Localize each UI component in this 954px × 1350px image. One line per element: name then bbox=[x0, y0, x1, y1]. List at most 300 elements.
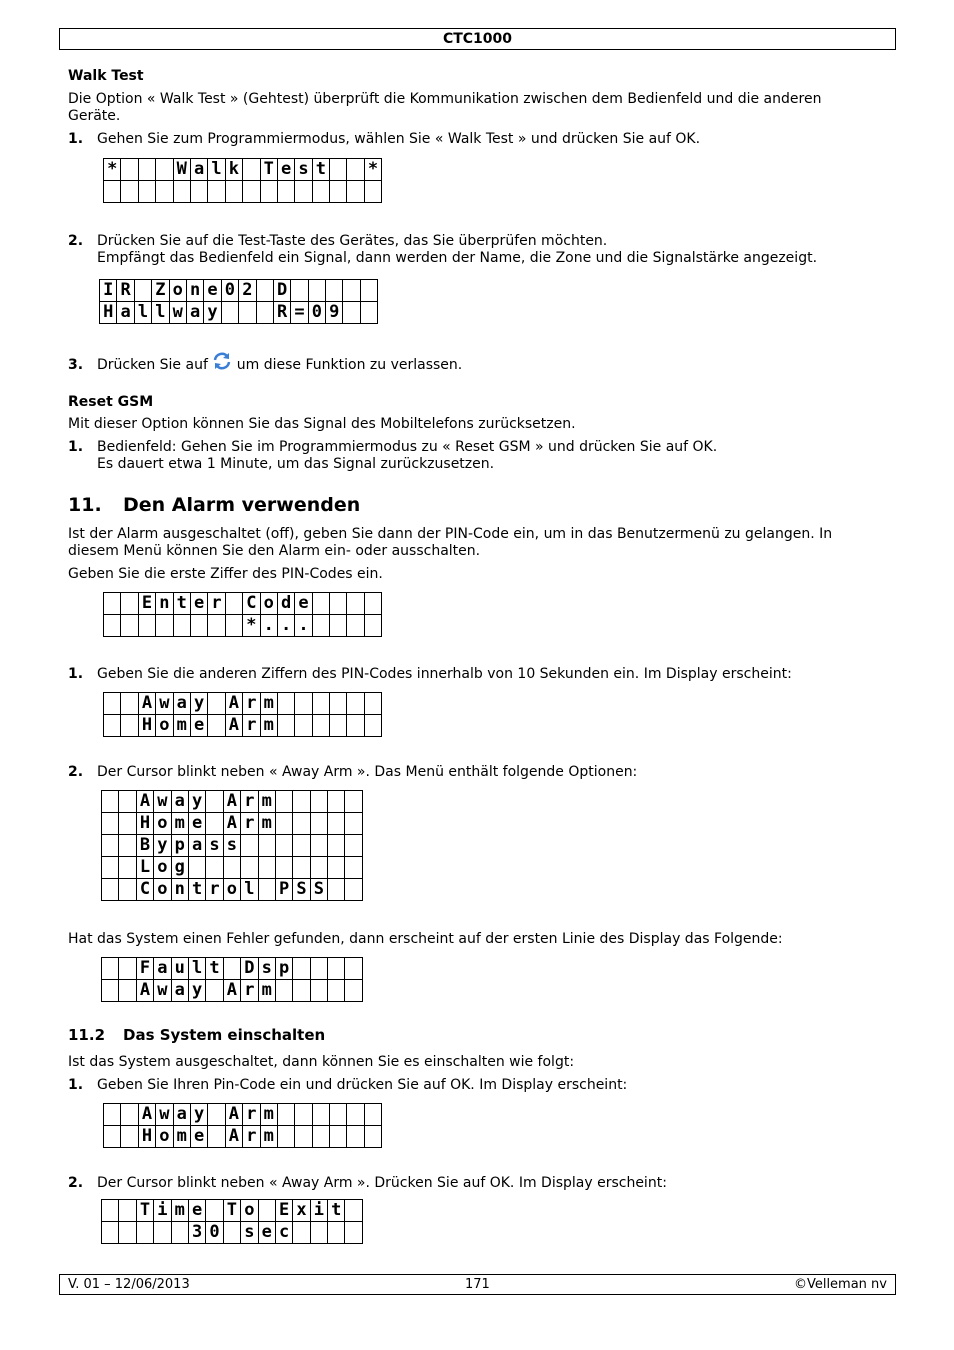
lcd-display-arm bbox=[103, 692, 382, 737]
walk-test-heading: Walk Test bbox=[68, 68, 144, 84]
lcd-cell bbox=[223, 958, 240, 980]
lcd-cell bbox=[156, 159, 173, 181]
lcd-cell: r bbox=[243, 1104, 260, 1126]
lcd-cell bbox=[119, 1222, 136, 1244]
lcd-cell bbox=[256, 302, 273, 324]
lcd-cell bbox=[102, 813, 119, 835]
lcd-cell: r bbox=[241, 980, 258, 1002]
lcd-cell: Z bbox=[152, 280, 169, 302]
lcd-cell bbox=[328, 958, 345, 980]
lcd-cell: A bbox=[223, 980, 240, 1002]
lcd-cell bbox=[310, 857, 327, 879]
lcd-cell: A bbox=[225, 1104, 242, 1126]
lcd-cell bbox=[275, 835, 292, 857]
lcd-cell: i bbox=[310, 1200, 327, 1222]
lcd-cell: o bbox=[241, 1200, 258, 1222]
lcd-cell: . bbox=[260, 615, 277, 637]
lcd-cell bbox=[256, 280, 273, 302]
lcd-cell: H bbox=[136, 813, 153, 835]
step-number: 3. bbox=[68, 357, 84, 373]
lcd-cell bbox=[277, 693, 294, 715]
lcd-cell: s bbox=[295, 159, 312, 181]
lcd-cell bbox=[243, 159, 260, 181]
lcd-cell bbox=[275, 813, 292, 835]
lcd-cell bbox=[275, 980, 292, 1002]
doc-title: CTC1000 bbox=[442, 31, 513, 47]
lcd-cell: a bbox=[171, 980, 188, 1002]
lcd-cell: o bbox=[156, 1126, 173, 1148]
page-footer bbox=[59, 1274, 896, 1295]
lcd-cell: w bbox=[169, 302, 186, 324]
lcd-cell bbox=[330, 1104, 347, 1126]
lcd-cell: m bbox=[258, 813, 275, 835]
lcd-cell bbox=[225, 181, 242, 203]
lcd-cell bbox=[206, 1200, 223, 1222]
lcd-cell bbox=[330, 181, 347, 203]
lcd-cell: C bbox=[243, 593, 260, 615]
lcd-cell: a bbox=[117, 302, 134, 324]
lcd-cell bbox=[293, 857, 310, 879]
subsection-title: Das System einschalten bbox=[123, 1026, 326, 1044]
lcd-cell bbox=[293, 1222, 310, 1244]
lcd-cell bbox=[277, 181, 294, 203]
lcd-cell bbox=[138, 615, 155, 637]
lcd-cell bbox=[310, 958, 327, 980]
lcd-cell bbox=[119, 980, 136, 1002]
lcd-cell bbox=[364, 1104, 381, 1126]
lcd-cell bbox=[295, 715, 312, 737]
lcd-row bbox=[104, 181, 382, 203]
lcd-cell bbox=[275, 791, 292, 813]
lcd-cell bbox=[260, 181, 277, 203]
lcd-cell: A bbox=[138, 1104, 155, 1126]
lcd-cell: l bbox=[134, 302, 151, 324]
lcd-cell bbox=[119, 835, 136, 857]
lcd-cell bbox=[330, 615, 347, 637]
lcd-cell bbox=[258, 879, 275, 901]
lcd-row bbox=[102, 791, 363, 813]
lcd-cell: R bbox=[273, 302, 290, 324]
lcd-cell: m bbox=[260, 1126, 277, 1148]
lcd-cell bbox=[119, 879, 136, 901]
lcd-cell: p bbox=[275, 958, 292, 980]
subsection-intro: Ist das System ausgeschaltet, dann können Sie es einschalten wie folgt: bbox=[68, 1054, 575, 1070]
lcd-cell: a bbox=[188, 835, 205, 857]
subsection-number: 11.2 bbox=[68, 1026, 106, 1044]
lcd-cell: r bbox=[206, 879, 223, 901]
lcd-cell: r bbox=[243, 1126, 260, 1148]
lcd-cell: D bbox=[273, 280, 290, 302]
lcd-cell bbox=[312, 615, 329, 637]
lcd-cell bbox=[134, 280, 151, 302]
lcd-cell: e bbox=[295, 593, 312, 615]
lcd-cell bbox=[104, 615, 121, 637]
lcd-display-exit bbox=[101, 1199, 363, 1244]
lcd-cell bbox=[347, 593, 364, 615]
lcd-cell bbox=[206, 857, 223, 879]
lcd-cell bbox=[104, 693, 121, 715]
lcd-cell: I bbox=[100, 280, 117, 302]
fault-text: Hat das System einen Fehler gefunden, dann erscheint auf der ersten Linie des Display das Folgende: bbox=[68, 931, 783, 947]
lcd-cell bbox=[328, 857, 345, 879]
lcd-cell bbox=[328, 791, 345, 813]
lcd-cell: e bbox=[258, 1222, 275, 1244]
lcd-cell: l bbox=[188, 958, 205, 980]
lcd-display-walk-test bbox=[103, 158, 382, 203]
lcd-cell bbox=[258, 1200, 275, 1222]
lcd-cell bbox=[190, 181, 207, 203]
lcd-cell bbox=[293, 813, 310, 835]
lcd-cell: t bbox=[328, 1200, 345, 1222]
lcd-cell bbox=[275, 857, 292, 879]
lcd-cell bbox=[310, 791, 327, 813]
lcd-cell bbox=[360, 302, 377, 324]
lcd-cell bbox=[241, 835, 258, 857]
lcd-row bbox=[100, 302, 378, 324]
lcd-cell: w bbox=[154, 980, 171, 1002]
lcd-cell bbox=[347, 181, 364, 203]
lcd-cell: l bbox=[208, 159, 225, 181]
footer-copyright: ©Velleman nv bbox=[793, 1277, 887, 1292]
lcd-cell: 3 bbox=[188, 1222, 205, 1244]
lcd-cell bbox=[326, 280, 343, 302]
lcd-row bbox=[102, 835, 363, 857]
lcd-cell bbox=[121, 615, 138, 637]
lcd-cell: l bbox=[241, 879, 258, 901]
lcd-cell bbox=[293, 791, 310, 813]
step-text bbox=[97, 351, 462, 374]
step-number: 1. bbox=[68, 1077, 84, 1093]
lcd-cell bbox=[345, 857, 362, 879]
step-text: Der Cursor blinkt neben « Away Arm ». Drücken Sie auf OK. Im Display erscheint: bbox=[97, 1175, 667, 1191]
lcd-cell: o bbox=[154, 813, 171, 835]
lcd-cell: s bbox=[241, 1222, 258, 1244]
lcd-cell bbox=[364, 593, 381, 615]
lcd-cell bbox=[102, 857, 119, 879]
lcd-cell bbox=[208, 1126, 225, 1148]
lcd-cell bbox=[345, 958, 362, 980]
lcd-row bbox=[102, 1222, 363, 1244]
step-text: Geben Sie die anderen Ziffern des PIN-Codes innerhalb von 10 Sekunden ein. Im Display erscheint: bbox=[97, 666, 792, 682]
lcd-cell: n bbox=[171, 879, 188, 901]
lcd-cell bbox=[104, 181, 121, 203]
lcd-cell bbox=[119, 1200, 136, 1222]
lcd-cell bbox=[295, 1104, 312, 1126]
lcd-cell: D bbox=[241, 958, 258, 980]
lcd-cell bbox=[277, 715, 294, 737]
lcd-cell bbox=[364, 615, 381, 637]
lcd-cell bbox=[345, 879, 362, 901]
lcd-cell bbox=[345, 835, 362, 857]
lcd-cell: y bbox=[188, 791, 205, 813]
lcd-cell bbox=[364, 181, 381, 203]
lcd-cell: A bbox=[225, 693, 242, 715]
lcd-cell bbox=[258, 857, 275, 879]
lcd-cell: A bbox=[223, 791, 240, 813]
lcd-cell bbox=[312, 693, 329, 715]
lcd-cell: B bbox=[136, 835, 153, 857]
lcd-cell bbox=[239, 302, 256, 324]
lcd-cell: n bbox=[186, 280, 203, 302]
lcd-row bbox=[104, 1126, 382, 1148]
lcd-cell bbox=[206, 980, 223, 1002]
lcd-cell bbox=[347, 159, 364, 181]
lcd-cell bbox=[208, 715, 225, 737]
step-text-part: um diese Funktion zu verlassen. bbox=[236, 357, 463, 373]
lcd-cell bbox=[343, 280, 360, 302]
lcd-cell bbox=[328, 813, 345, 835]
lcd-cell bbox=[156, 615, 173, 637]
lcd-cell: o bbox=[154, 857, 171, 879]
lcd-cell: = bbox=[291, 302, 308, 324]
lcd-cell: t bbox=[206, 958, 223, 980]
step-number: 1. bbox=[68, 439, 84, 455]
lcd-cell: 0 bbox=[221, 280, 238, 302]
lcd-cell bbox=[188, 857, 205, 879]
lcd-cell bbox=[328, 980, 345, 1002]
lcd-cell bbox=[104, 593, 121, 615]
lcd-cell bbox=[121, 693, 138, 715]
lcd-cell: g bbox=[171, 857, 188, 879]
lcd-cell bbox=[310, 1222, 327, 1244]
lcd-cell: o bbox=[169, 280, 186, 302]
lcd-cell: s bbox=[206, 835, 223, 857]
lcd-cell bbox=[104, 1104, 121, 1126]
lcd-cell: E bbox=[138, 593, 155, 615]
walk-test-intro: Die Option « Walk Test » (Gehtest) überprüft die Kommunikation zwischen dem Bedienfeld und die anderen Geräte. bbox=[68, 91, 822, 124]
lcd-cell bbox=[293, 958, 310, 980]
lcd-cell: S bbox=[310, 879, 327, 901]
lcd-cell bbox=[121, 159, 138, 181]
lcd-cell bbox=[345, 1222, 362, 1244]
lcd-cell bbox=[328, 879, 345, 901]
lcd-cell: n bbox=[156, 593, 173, 615]
lcd-cell bbox=[156, 181, 173, 203]
lcd-cell: . bbox=[277, 615, 294, 637]
lcd-cell bbox=[206, 813, 223, 835]
lcd-cell: a bbox=[186, 302, 203, 324]
lcd-cell: . bbox=[295, 615, 312, 637]
lcd-cell bbox=[360, 280, 377, 302]
lcd-cell: e bbox=[190, 593, 207, 615]
lcd-row bbox=[102, 958, 363, 980]
step-number: 1. bbox=[68, 666, 84, 682]
lcd-cell bbox=[258, 835, 275, 857]
footer-version: V. 01 – 12/06/2013 bbox=[68, 1277, 190, 1292]
lcd-cell bbox=[121, 593, 138, 615]
lcd-cell: r bbox=[241, 813, 258, 835]
lcd-cell: t bbox=[312, 159, 329, 181]
lcd-cell bbox=[208, 181, 225, 203]
lcd-cell: 0 bbox=[308, 302, 325, 324]
step-number: 2. bbox=[68, 764, 84, 780]
lcd-cell bbox=[293, 835, 310, 857]
lcd-cell bbox=[330, 593, 347, 615]
lcd-row bbox=[102, 1200, 363, 1222]
lcd-row bbox=[102, 857, 363, 879]
step-text: Drücken Sie auf die Test-Taste des Gerätes, das Sie überprüfen möchten. bbox=[97, 233, 608, 249]
lcd-cell: o bbox=[154, 879, 171, 901]
lcd-cell bbox=[102, 958, 119, 980]
lcd-cell bbox=[364, 693, 381, 715]
section-intro-2: Geben Sie die erste Ziffer des PIN-Codes ein. bbox=[68, 566, 383, 582]
lcd-cell bbox=[330, 1126, 347, 1148]
lcd-cell: m bbox=[171, 813, 188, 835]
lcd-cell bbox=[345, 791, 362, 813]
lcd-row bbox=[104, 715, 382, 737]
lcd-cell bbox=[347, 1104, 364, 1126]
lcd-cell bbox=[121, 715, 138, 737]
lcd-cell: m bbox=[260, 693, 277, 715]
lcd-cell bbox=[154, 1222, 171, 1244]
lcd-cell: 0 bbox=[206, 1222, 223, 1244]
lcd-cell: u bbox=[171, 958, 188, 980]
lcd-row bbox=[104, 159, 382, 181]
lcd-cell: e bbox=[188, 1200, 205, 1222]
lcd-cell: H bbox=[138, 1126, 155, 1148]
lcd-cell: R bbox=[117, 280, 134, 302]
reset-gsm-intro: Mit dieser Option können Sie das Signal des Mobiltelefons zurücksetzen. bbox=[68, 416, 576, 432]
lcd-display-arm bbox=[103, 1103, 382, 1148]
lcd-display-menu bbox=[101, 790, 363, 901]
step-text: Der Cursor blinkt neben « Away Arm ». Das Menü enthält folgende Optionen: bbox=[97, 764, 638, 780]
step-text: Gehen Sie zum Programmiermodus, wählen Sie « Walk Test » und drücken Sie auf OK. bbox=[97, 131, 701, 147]
lcd-row bbox=[102, 980, 363, 1002]
lcd-cell bbox=[173, 615, 190, 637]
step-number: 2. bbox=[68, 233, 84, 249]
lcd-cell: C bbox=[136, 879, 153, 901]
lcd-cell: l bbox=[152, 302, 169, 324]
lcd-cell: A bbox=[136, 791, 153, 813]
lcd-cell: H bbox=[100, 302, 117, 324]
lcd-cell: e bbox=[188, 813, 205, 835]
lcd-cell bbox=[330, 715, 347, 737]
lcd-cell: a bbox=[173, 1104, 190, 1126]
lcd-cell bbox=[345, 813, 362, 835]
lcd-cell: m bbox=[171, 1200, 188, 1222]
lcd-cell bbox=[225, 615, 242, 637]
lcd-display-zone bbox=[99, 279, 378, 324]
lcd-cell bbox=[243, 181, 260, 203]
lcd-cell bbox=[277, 1104, 294, 1126]
lcd-row bbox=[104, 615, 382, 637]
lcd-cell: p bbox=[171, 835, 188, 857]
lcd-cell bbox=[347, 715, 364, 737]
lcd-cell: e bbox=[277, 159, 294, 181]
lcd-cell: s bbox=[223, 835, 240, 857]
lcd-cell: A bbox=[223, 813, 240, 835]
lcd-cell bbox=[345, 1200, 362, 1222]
lcd-cell: w bbox=[154, 791, 171, 813]
lcd-cell: S bbox=[293, 879, 310, 901]
lcd-cell: i bbox=[154, 1200, 171, 1222]
lcd-cell: A bbox=[136, 980, 153, 1002]
lcd-display-enter-code bbox=[103, 592, 382, 637]
lcd-cell bbox=[295, 181, 312, 203]
lcd-row bbox=[100, 280, 378, 302]
lcd-cell bbox=[173, 181, 190, 203]
lcd-cell bbox=[364, 1126, 381, 1148]
lcd-cell: H bbox=[138, 715, 155, 737]
lcd-cell bbox=[102, 791, 119, 813]
lcd-cell: L bbox=[136, 857, 153, 879]
lcd-cell: y bbox=[190, 1104, 207, 1126]
lcd-cell bbox=[330, 693, 347, 715]
lcd-cell bbox=[208, 615, 225, 637]
lcd-cell: 9 bbox=[326, 302, 343, 324]
lcd-cell bbox=[223, 857, 240, 879]
lcd-cell bbox=[104, 715, 121, 737]
lcd-cell bbox=[308, 280, 325, 302]
section-intro: Ist der Alarm ausgeschaltet (off), geben Sie dann der PIN-Code ein, um in das Benutzermenü zu gelangen. In diesem Menü können Sie den Alarm ein- oder ausschalten. bbox=[68, 526, 833, 559]
lcd-cell bbox=[347, 1126, 364, 1148]
lcd-cell bbox=[295, 1126, 312, 1148]
footer-page-number: 171 bbox=[465, 1277, 490, 1292]
lcd-cell bbox=[330, 159, 347, 181]
lcd-cell: a bbox=[190, 159, 207, 181]
lcd-row bbox=[102, 813, 363, 835]
lcd-cell: E bbox=[275, 1200, 292, 1222]
lcd-cell: * bbox=[243, 615, 260, 637]
section-title: Den Alarm verwenden bbox=[123, 494, 361, 516]
lcd-cell: o bbox=[223, 879, 240, 901]
lcd-cell: * bbox=[364, 159, 381, 181]
lcd-cell: m bbox=[260, 715, 277, 737]
lcd-cell: * bbox=[104, 159, 121, 181]
lcd-cell: y bbox=[154, 835, 171, 857]
lcd-cell: r bbox=[241, 791, 258, 813]
lcd-display-fault bbox=[101, 957, 363, 1002]
lcd-cell bbox=[241, 857, 258, 879]
lcd-cell: t bbox=[188, 879, 205, 901]
lcd-cell bbox=[225, 593, 242, 615]
lcd-cell bbox=[310, 980, 327, 1002]
lcd-cell bbox=[312, 715, 329, 737]
lcd-cell: e bbox=[190, 1126, 207, 1148]
lcd-cell bbox=[136, 1222, 153, 1244]
lcd-row bbox=[104, 593, 382, 615]
lcd-cell: r bbox=[208, 593, 225, 615]
lcd-cell bbox=[138, 181, 155, 203]
lcd-cell: W bbox=[173, 159, 190, 181]
page-header bbox=[59, 28, 896, 50]
lcd-cell: r bbox=[243, 693, 260, 715]
lcd-cell: m bbox=[173, 715, 190, 737]
lcd-cell: e bbox=[204, 280, 221, 302]
lcd-cell bbox=[221, 302, 238, 324]
lcd-cell bbox=[102, 1222, 119, 1244]
lcd-cell: s bbox=[258, 958, 275, 980]
lcd-cell bbox=[223, 1222, 240, 1244]
lcd-cell bbox=[208, 693, 225, 715]
step-text-part: Drücken Sie auf bbox=[97, 357, 208, 373]
lcd-cell: w bbox=[156, 693, 173, 715]
lcd-cell: a bbox=[154, 958, 171, 980]
step-text: Empfängt das Bedienfeld ein Signal, dann werden der Name, die Zone und die Signalstärke angezeigt. bbox=[97, 250, 818, 266]
lcd-cell bbox=[310, 835, 327, 857]
lcd-cell bbox=[104, 1126, 121, 1148]
lcd-cell: y bbox=[204, 302, 221, 324]
lcd-cell bbox=[208, 1104, 225, 1126]
lcd-cell: y bbox=[190, 693, 207, 715]
lcd-cell bbox=[343, 302, 360, 324]
lcd-cell bbox=[345, 980, 362, 1002]
lcd-cell: t bbox=[173, 593, 190, 615]
lcd-cell bbox=[206, 791, 223, 813]
lcd-cell: m bbox=[258, 791, 275, 813]
lcd-cell bbox=[121, 1126, 138, 1148]
lcd-cell bbox=[312, 1104, 329, 1126]
